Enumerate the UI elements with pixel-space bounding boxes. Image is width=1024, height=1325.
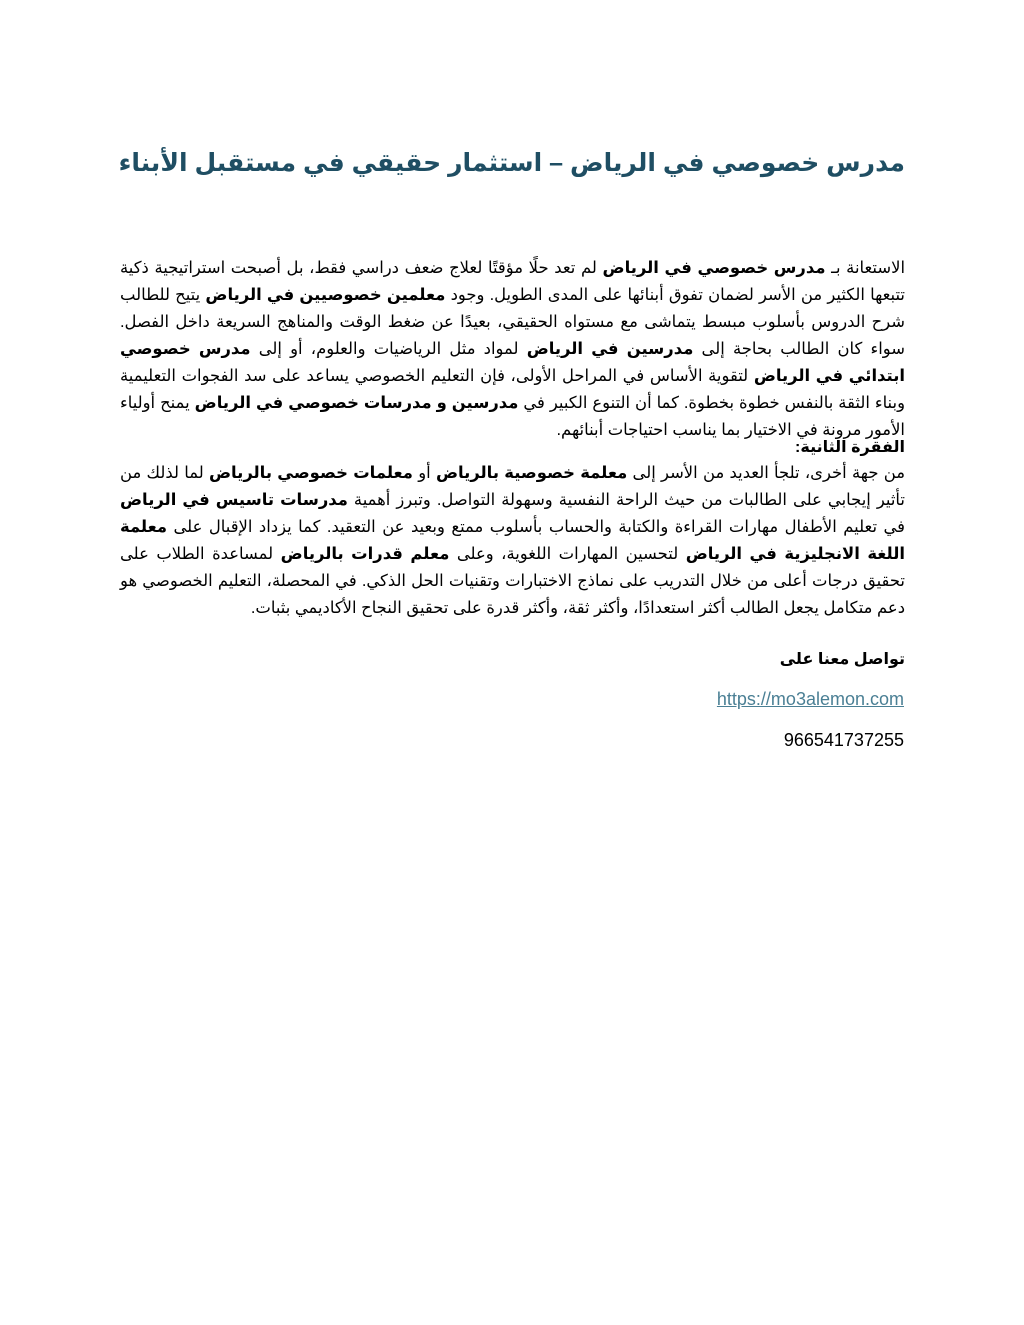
paragraph-segment: يتيح للطالب شرح الدروس بأسلوب مبسط يتماشى مع مستواه الحقيقي، بعيدًا عن ضغط الوقت والمناهج السريعة داخل الفصل. سواء كان الطالب بحاجة إلى <box>120 286 905 358</box>
paragraph-segment: لم تعد حلًا مؤقتًا لعلاج ضعف دراسي فقط، بل أصبحت استراتيجية ذكية تتبعها الكثير من الأسر لضمان تفوق أبنائها على المدى الطويل. وجود <box>120 259 905 304</box>
keyword-link: مدرس خصوصي ابتدائي في الرياض <box>120 340 905 385</box>
paragraph-segment: لتقوية الأساس في المراحل الأولى، فإن التعليم الخصوصي يساعد على سد الفجوات التعليمية وبناء الثقة بالنفس خطوة بخطوة. كما أن التنوع الكبير في <box>120 367 905 412</box>
paragraph-segment: لتحسين المهارات اللغوية، وعلى <box>449 545 686 563</box>
section-heading: الفقرة الثانية: <box>795 439 905 456</box>
keyword-link: معلمين خصوصيين في الرياض <box>205 286 446 304</box>
keyword-link: مدرسين في الرياض <box>526 340 694 358</box>
keyword-link: مدرس خصوصي في الرياض <box>602 259 826 277</box>
paragraph-2 <box>120 460 905 622</box>
keyword-link: معلمة خصوصية بالرياض <box>435 464 628 482</box>
paragraph-segment: لمواد مثل الرياضيات والعلوم، أو إلى <box>250 340 527 358</box>
phone-number: 966541737255 <box>783 730 904 750</box>
keyword-link: مدرسات تاسيس في الرياض <box>120 491 348 509</box>
keyword-link: معلمات خصوصي بالرياض <box>208 464 413 482</box>
paragraph-segment: لما لذلك من تأثير إيجابي على الطالبات من حيث الراحة النفسية وسهولة التواصل. وتبرز أهمية <box>120 464 905 509</box>
paragraph-segment: الاستعانة بـ <box>825 259 905 277</box>
keyword-link: معلمة اللغة الانجليزية في الرياض <box>120 518 906 563</box>
contact-heading: تواصل معنا على <box>779 651 905 668</box>
paragraph-1 <box>120 255 905 444</box>
paragraph-segment: يمنح أولياء الأمور مرونة في الاختيار بما يناسب احتياجات أبنائهم. <box>120 394 905 439</box>
page-title: مدرس خصوصي في الرياض – استثمار حقيقي في مستقبل الأبناء <box>118 149 905 177</box>
paragraph-segment: لمساعدة الطلاب على تحقيق درجات أعلى من خلال التدريب على نماذج الاختبارات وتقنيات الحل الذكي. في المحصلة، التعليم الخصوصي هو دعم متكامل يجعل الطالب أكثر استعدادًا، وأكثر ثقة، وأكثر قدرة على تحقيق النجاح الأكاديمي بثبات. <box>120 545 905 617</box>
keyword-link: معلم قدرات بالرياض <box>280 545 450 563</box>
paragraph-segment: من جهة أخرى، تلجأ العديد من الأسر إلى <box>627 464 906 482</box>
website-link[interactable]: https://mo3alemon.com <box>716 689 904 709</box>
keyword-link: مدرسين و مدرسات خصوصي في الرياض <box>194 394 519 412</box>
paragraph-segment: في تعليم الأطفال مهارات القراءة والكتابة والحساب بأسلوب ممتع وبعيد عن التعقيد. كما يزداد الإقبال على <box>167 518 905 536</box>
paragraph-segment: أو <box>412 464 436 482</box>
